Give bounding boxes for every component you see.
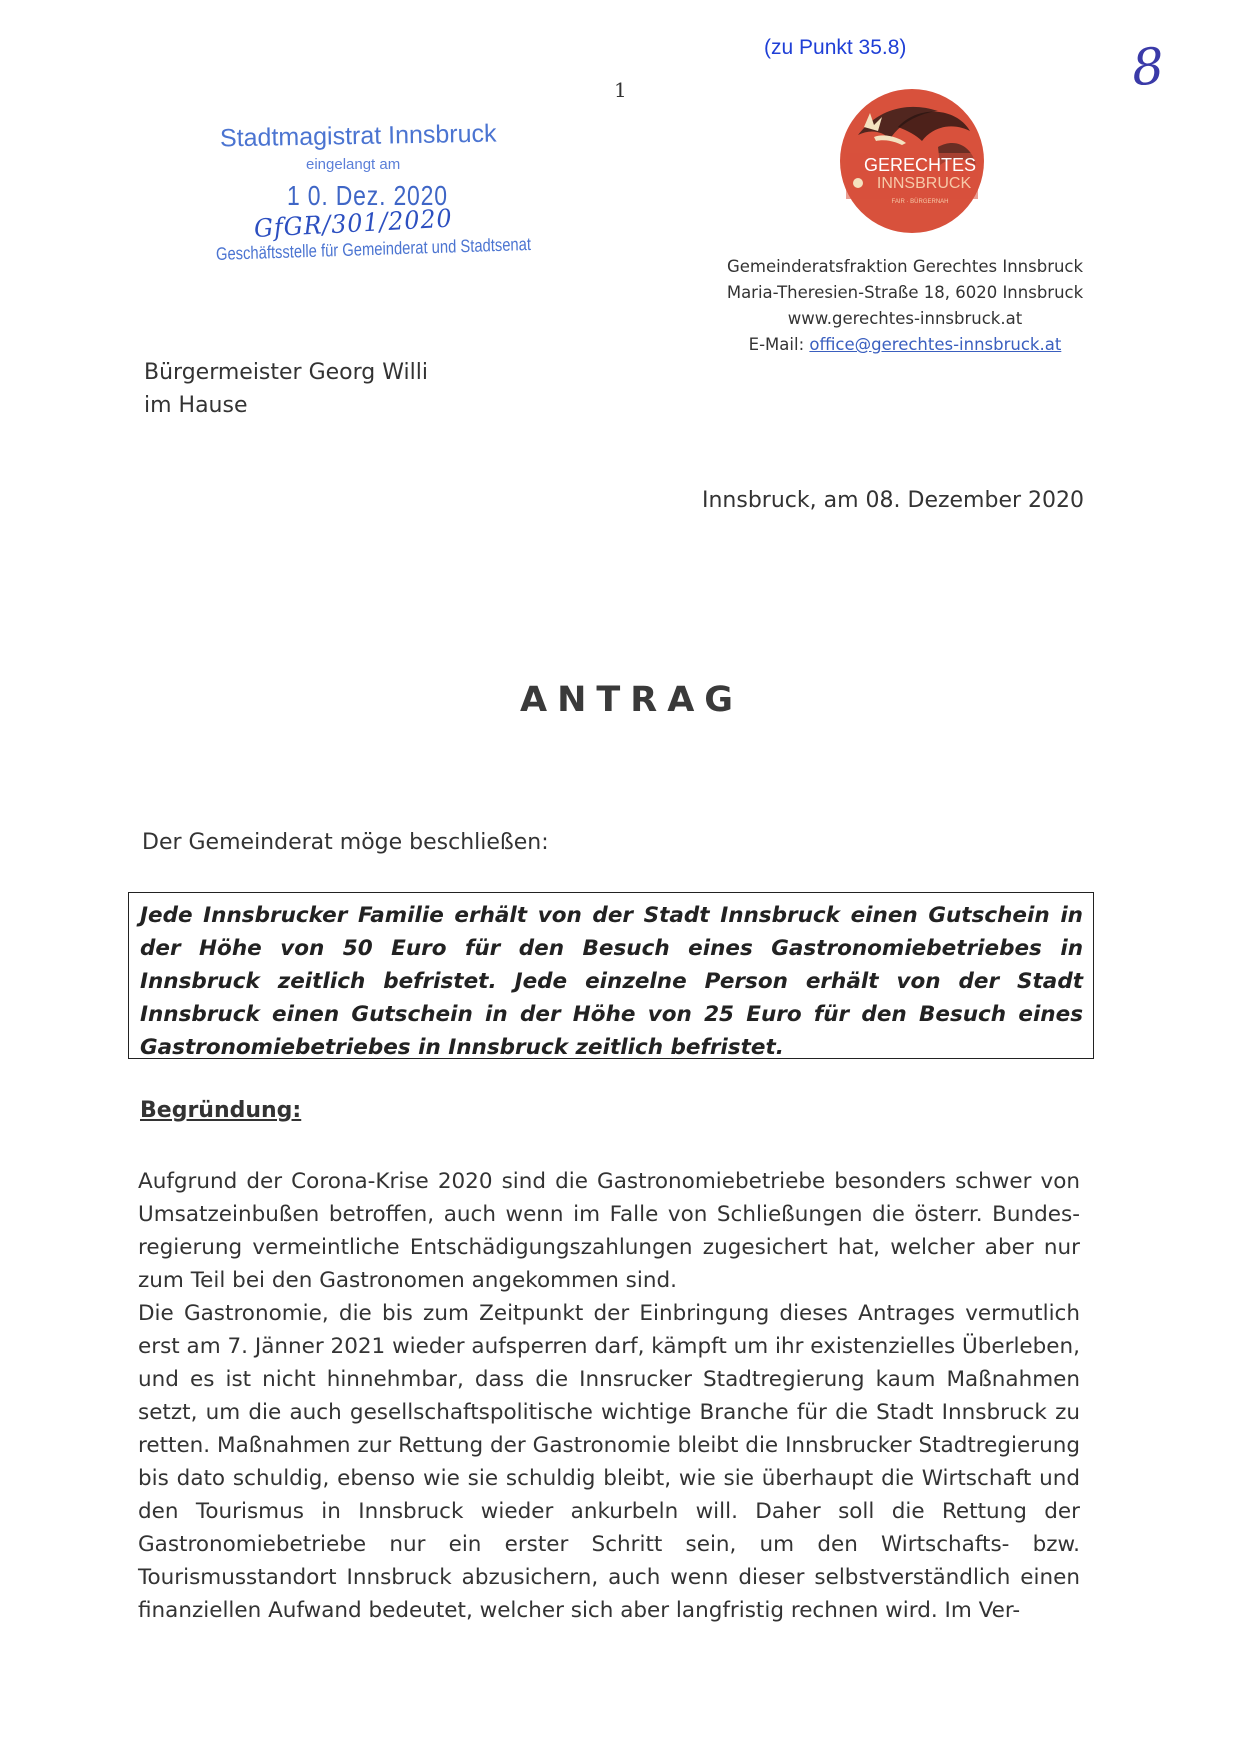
email-link[interactable]: office@gerechtes-innsbruck.at	[809, 335, 1062, 354]
logo-tagline: FAIR · BÜRGERNAH	[891, 199, 949, 205]
reasoning-paragraph-2: Die Gastronomie, die bis zum Zeitpunkt der Einbringung dieses Antrages vermutlich erst am 7. Jänner 2021 wieder aufsperren darf, kämpft um ihr existenzielles Überleben, und es ist nicht hinnehmbar, dass die Innsrucker Stadtregierung kaum Maßnahmen setzt, um die auch gesellschaftspolitische wichtige Branche für die Stadt Innsbruck zu retten. Maßnahmen zur Rettung der Gastronomie bleibt die Innsbrucker Stadtregierung bis dato schuldig, ebenso wie sie schuldig bleibt, wie sie überhaupt die Wirtschaft und den Tourismus in Innsbruck wieder ankurbeln will. Daher soll die Rettung der Gastronomiebetriebe nur ein erster Schritt sein, um den Wirtschafts- bzw. Tourismusstandort Innsbruck abzusichern, auch wenn dieser selbstverständlich einen finanziellen Aufwand bedeutet, welcher sich aber langfristig rechnen wird. Im Ver-	[138, 1301, 1080, 1623]
stamp-reference-number: GfGR/301/2020	[253, 203, 454, 243]
document-title: ANTRAG	[519, 680, 744, 720]
motion-text: Jede Innsbrucker Familie erhält von der Stadt Innsbruck einen Gutschein in der Höhe von 50 Euro für den Besuch eines Gastronomiebetriebes in Innsbruck zeitlich befristet. Jede einzelne Person erhält von der Stadt Innsbruck einen Gutschein in der Höhe von 25 Euro für den Besuch eines Gastronomiebetriebes in Innsbruck zeitlich befristet.	[140, 903, 1083, 1060]
logo-word-1: GERECHTES	[863, 155, 977, 175]
org-email-line	[710, 332, 1100, 358]
stamp-received-label: eingelangt am	[306, 156, 401, 173]
receipt-stamp	[180, 118, 540, 278]
email-label: E-Mail:	[748, 335, 810, 354]
motion-intro: Der Gemeinderat möge beschließen:	[142, 830, 549, 855]
reasoning-heading: Begründung:	[140, 1098, 302, 1123]
reasoning-paragraph-1: Aufgrund der Corona-Krise 2020 sind die Gastronomiebetriebe besonders schwer von Umsatzeinbußen betroffen, auch wenn im Falle von Schließungen die österr. Bundesregierung vermeintliche Entschädigungszahlungen zugesichert hat, welcher aber nur zum Teil bei den Gastronomen angekommen sind.	[138, 1169, 1080, 1293]
reasoning-body	[138, 1165, 1080, 1627]
logo-word-2: INNSBRUCK	[876, 175, 972, 192]
recipient-name: Bürgermeister Georg Willi	[144, 360, 428, 385]
handwritten-page-mark: 8	[1130, 36, 1166, 98]
stamp-authority: Stadtmagistrat Innsbruck	[219, 119, 497, 153]
stamp-office: Geschäftsstelle für Gemeinderat und Stadtsenat	[215, 233, 532, 264]
party-logo	[838, 87, 986, 235]
stamp-date: 1 0. Dez. 2020	[287, 180, 448, 211]
org-name: Gemeinderatsfraktion Gerechtes Innsbruck	[726, 257, 1084, 276]
motion-box	[128, 892, 1094, 1059]
recipient-block	[144, 356, 428, 422]
org-address: Maria-Theresien-Straße 18, 6020 Innsbruck	[726, 283, 1084, 302]
reference-note: (zu Punkt 35.8)	[764, 36, 907, 59]
org-website: www.gerechtes-innsbruck.at	[787, 309, 1023, 328]
recipient-location: im Hause	[144, 393, 248, 418]
logo-emblem-icon	[838, 87, 986, 235]
page-number: 1	[614, 78, 627, 102]
document-date: Innsbruck, am 08. Dezember 2020	[702, 488, 1085, 513]
sender-address-block	[710, 254, 1100, 358]
